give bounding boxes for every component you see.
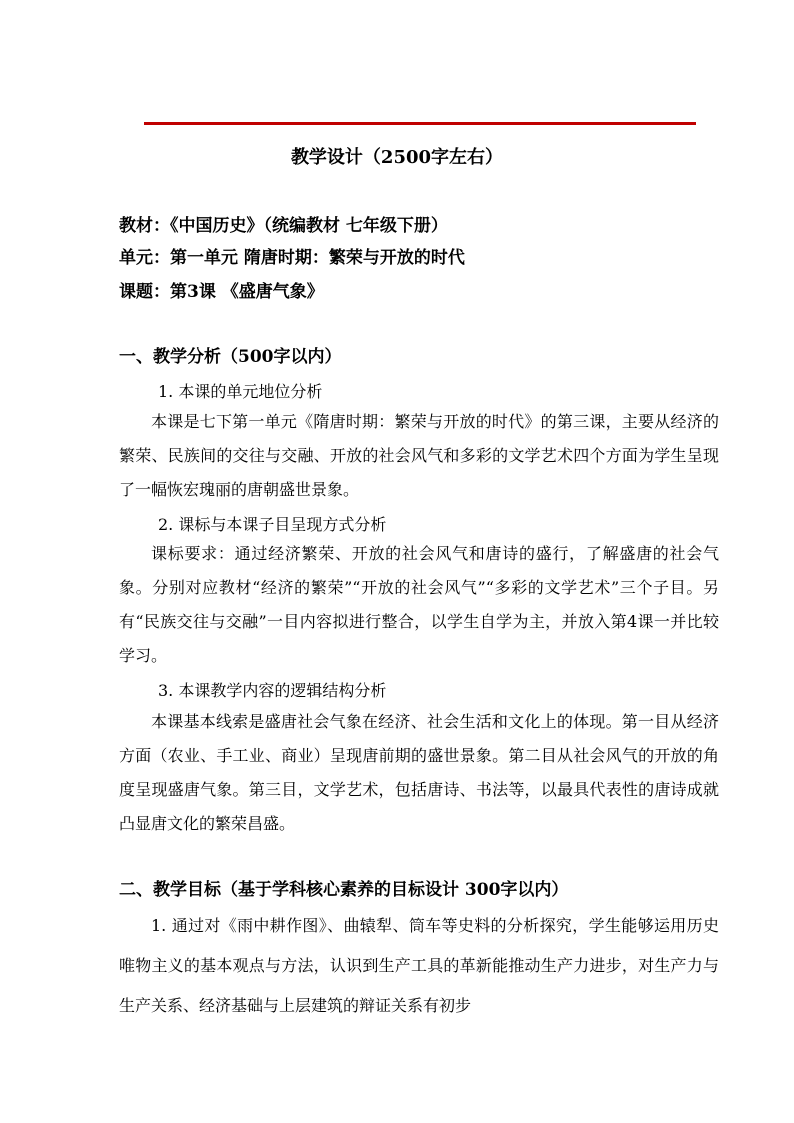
- section-2-heading: 二、教学目标（基于学科核心素养的目标设计 300字以内）: [119, 880, 569, 900]
- section-2-item-1-text: 1. 通过对《雨中耕作图》、曲辕犁、筒车等史料的分析探究，学生能够运用历史唯物主义的基本观点与方法，认识到生产工具的革新能推动生产力进步，对生产力与生产关系、经济基础与上层建筑的辩证关系有初步: [119, 916, 719, 1015]
- section-1-heading: 一、教学分析（500字以内）: [119, 347, 342, 367]
- section-1-item-2-text: 课标要求：通过经济繁荣、开放的社会风气和唐诗的盛行，了解盛唐的社会气象。分别对应教材“经济的繁荣”“开放的社会风气”“多彩的文学艺术”三个子目。另有“民族交往与交融”一目内容拟进行整合，以学生自学为主，并放入第4课一并比较学习。: [119, 544, 719, 665]
- section-1-item-1-title: 1. 本课的单元地位分析: [158, 382, 323, 401]
- page-title: 教学设计（2500字左右）: [290, 147, 504, 168]
- textbook-line: 教材：《中国历史》（统编教材 七年级下册）: [119, 216, 448, 236]
- unit-line: 单元：第一单元 隋唐时期：繁荣与开放的时代: [119, 248, 465, 268]
- section-1-item-1-text: 本课是七下第一单元《隋唐时期：繁荣与开放的时代》的第三课，主要从经济的繁荣、民族间的交往与交融、开放的社会风气和多彩的文学艺术四个方面为学生呈现了一幅恢宏瑰丽的唐朝盛世景象。: [119, 412, 719, 499]
- lesson-line: 课题：第3课 《盛唐气象》: [119, 282, 324, 302]
- section-1-item-2-title: 2. 课标与本课子目呈现方式分析: [158, 515, 387, 534]
- header-rule: [144, 122, 696, 125]
- section-1-item-3-title: 3. 本课教学内容的逻辑结构分析: [158, 681, 387, 700]
- section-1-item-3-text: 本课基本线索是盛唐社会气象在经济、社会生活和文化上的体现。第一目从经济方面（农业、手工业、商业）呈现唐前期的盛世景象。第二目从社会风气的开放的角度呈现盛唐气象。第三目，文学艺术，包括唐诗、书法等，以最具代表性的唐诗成就凸显唐文化的繁荣昌盛。: [119, 712, 719, 833]
